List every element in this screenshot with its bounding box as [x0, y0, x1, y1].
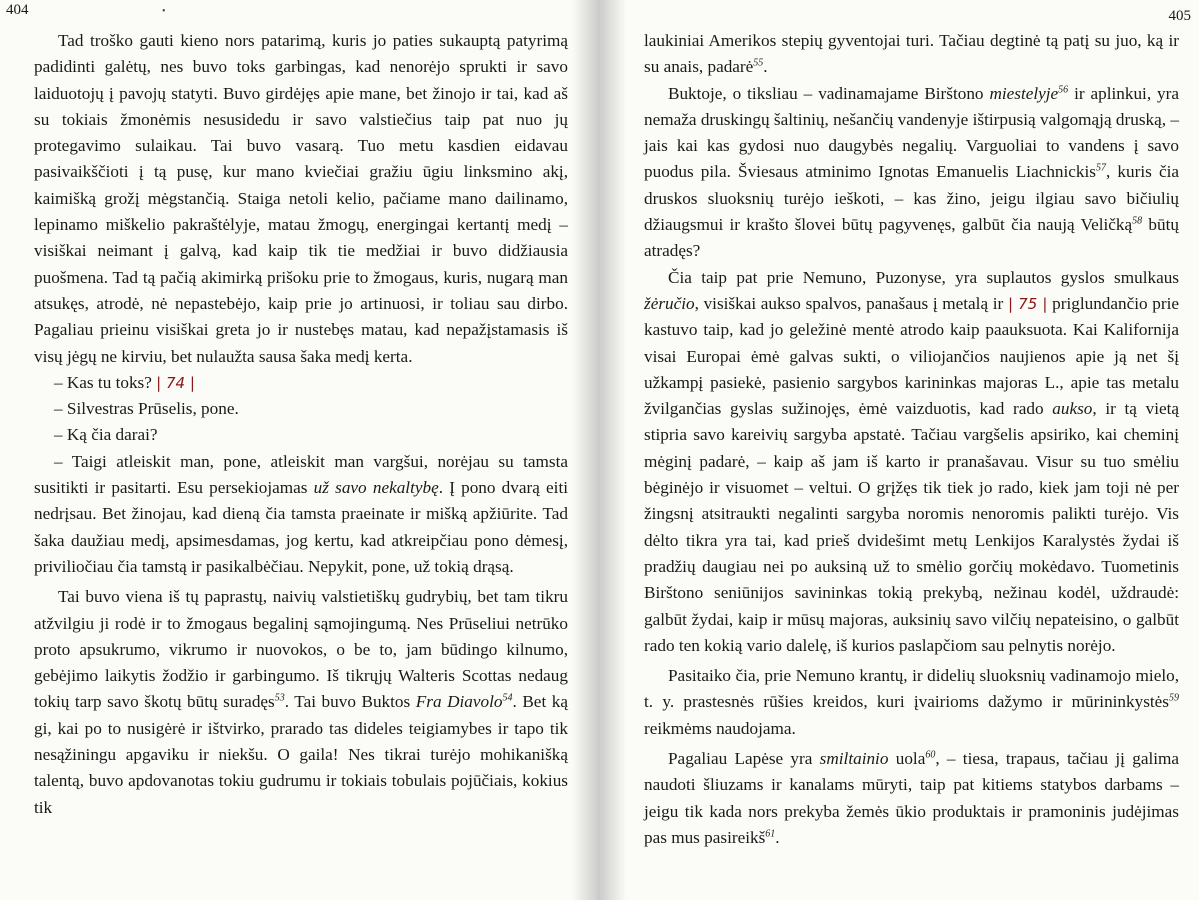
- dialog-line: – Silvestras Prūselis, pone.: [54, 399, 239, 419]
- paragraph: Čia taip pat prie Nemuno, Puzonyse, yra suplautos gyslos smulkaus žėručio, visiškai aukso spalvos, panašaus į metalą ir | 75 | priglundančio prie kastuvo taip, kad jo geležinė mentė atrodo kaip paauksuota. Kai Kalifornija visai Europai ėmė galvas sukti, o viliojančios naujienos apie ją net šį užkampį pasiekė, pasienio sargybos karininkas majoras L., apie tas metalu žvilgančias gyslas sužinojęs, ėmė vaizduotis, kad rado aukso, ir tą vietą stipria savo kareivių sargyba apstatė. Tačiau vargšelis apsiriko, kai cheminį mėginį padarė, – kaip aš jam iš karto ir pranašavau. Visur su tuo smėliu bėginėjo ir visuomet – veltui. O grįžęs tik tiek jo rado, kiek jam toji nė per žingsnį atsitraukti negalinti sargyba noromis nenoromis palikti turėjo. Vis dėlto tikra yra tai, kad prieš dvidešimt metų Lenkijos Karalystės žydai iš pradžių daugiau nei po auksiną už to smėlio gorčių mokėdavo. Tuometinis Birštono seniūnijos savininkas tokią prekybą, nežinau kodėl, uždraudė: galbūt žydai, kaip ir mūsų majoras, auksinių savo vilčių nepateisino, o galbūt rado ten kokią vario dalelę, iš kurios paslapčiom sau pelnytis norėjo.: [644, 267, 1180, 655]
- paragraph: Buktoje, o tiksliau – vadinamajame Birštono miestelyje$^{56}$ ir aplinkui, yra nemaža druskingų šaltinių, nešančių vandenyje ištirpusią valgomąją druską, – jais kai kas gydosi nuo daugybės negalių. Varguoliai to vandens į savo puodus pila. Šviesaus atminimo Ignotas Emanuelis Liachnickis$^{57}$, kuris čia druskos sluoksnių turėjo ieškoti, – kas žino, jeigu ilgiau savo bičiulių džiaugsmui ir krašto šlovei būtų pagyvenęs, galbūt čia naują Veličką$^{58}$ būtų atradęs?: [644, 83, 1179, 261]
- footnote-ref: 56: [1058, 83, 1069, 95]
- paragraph: Pasitaiko čia, prie Nemuno krantų, ir didelių sluoksnių vadinamojo mielo, t. y. prastesnės rūšies kreidos, kuri įvairioms dažymo ir mūrininkystės$^{59}$ reikmėms naudojama.: [644, 666, 1179, 738]
- page-text: [644, 28, 1179, 851]
- footnote-ref: 60: [925, 749, 936, 761]
- dialog-line: – Ką čia darai?: [54, 425, 158, 445]
- page-marker: | 75 |: [1007, 294, 1048, 313]
- speck-mark: •: [162, 6, 166, 17]
- page-text: [34, 28, 568, 821]
- footnote-ref: 55: [753, 57, 764, 69]
- dialog-line: – Kas tu toks? | 74 |: [54, 372, 195, 392]
- paragraph: Pagaliau Lapėse yra smiltainio uola$^{60}$, – tiesa, trapaus, tačiau jį galima naudoti šliuzams ir kanalams mūryti, taip pat kitiems statybos darbams – jeigu tik kada nors prekyba žemės ūkio produktais ir pramoninis judėjimas pas mus pasireikš$^{61}$.: [644, 749, 1180, 847]
- footnote-ref: 54: [502, 692, 513, 704]
- footnote-ref: 61: [765, 828, 776, 840]
- page-number: 405: [1168, 8, 1191, 24]
- dialog-line: – Taigi atleiskit man, pone, atleiskit man vargšui, norėjau su tamsta susitikti ir pasitarti. Esu persekiojamas už savo nekaltybę. Į pono dvarą eiti nedrįsau. Bet žinojau, kad dieną čia tamsta praeinate ir mišką apžiūrite. Tad šaka daužiau medį, apsimesdamas, jog kertu, kad atkreipčiau pono dėmesį, priviliočiau čia tamstą ir pasikalbėčiau. Nepykit, pone, už tokią drąsą.: [34, 451, 568, 576]
- gutter-shadow: [598, 0, 626, 900]
- page-number: 404: [6, 2, 29, 18]
- footnote-ref: 57: [1095, 162, 1106, 174]
- paragraph: Tai buvo viena iš tų paprastų, naivių valstietiškų gudrybių, bet tam tikru atžvilgiu ji rodė ir to žmogaus begalinį sąmojingumą. Nes Prūseliui netrūko proto apsukrumo, vikrumo ir nuovokos, o be to, jam būdingo kilnumo, gebėjimo laikytis žodžio ir garbingumo. Iš tikrųjų Walteris Scottas nedaug tokių tarp savo škotų būtų suradęs$^{53}$. Tai buvo Buktos Fra Diavolo$^{54}$. Bet ką gi, kai po to nusigėrė ir ištvirko, prarado tas dideles teigiamybes ir tapo tik nesąžiningu apgaviku ir niekšu. O gaila! Nes tikrai turėjo mohikanišką talentą, buvo apdovanotas tokiu gudrumu ir tokiais tobulais pojūčiais, kokius tik: [34, 587, 568, 817]
- footnote-ref: 59: [1169, 692, 1179, 704]
- footnote-ref: 53: [274, 692, 285, 704]
- paragraph: Tad troško gauti kieno nors patarimą, kuris jo paties sukauptą patyrimą padidinti galėtų, nes buvo toks garbingas, kad nenorėjo sprukti ir savo laiduotojų į pavojų statyti. Buvo girdėjęs apie mane, bet žinojo ir tai, kad aš su tokiais žmonėmis nesusidedu ir savo valstiečius taip pat nuo jų protegavimo sulaikau. Tai buvo vasarą. Tuo metu kasdien eidavau pasivaikščioti į tą pusę, kur mano kviečiai gražiu ūgiu linksmino akį, kaimišką grožį mėgstančią. Staiga netoli kelio, pačiame mano dailinamo, lepinamo miškelio pakraštėlyje, matau žmogų, energingai kertantį medį – visiškai neimant į galvą, kad kaip tik tie medžiai ir buvo didžiausia puošmena. Tad tą pačią akimirką prišoku prie to žmogaus, kuris, nugarą man atsukęs, atrodė, nė nepastebėjo, kaip prie jo artinuosi, ir toliau sau dirbo. Pagaliau prieinu visiškai greta jo ir nustebęs matau, kad nepažįstamasis iš visų jėgų ne kirviu, bet nulaužta sausa šaka medį kerta.: [34, 31, 568, 366]
- right-page: [598, 0, 1199, 900]
- left-page: [0, 0, 598, 900]
- paragraph: laukiniai Amerikos stepių gyventojai turi. Tačiau degtinė tą patį su juo, ką ir su anais, padarė$^{55}$.: [644, 31, 1179, 77]
- footnote-ref: 58: [1132, 215, 1143, 227]
- page-marker: | 74 |: [156, 373, 195, 392]
- gutter-shadow: [572, 0, 598, 900]
